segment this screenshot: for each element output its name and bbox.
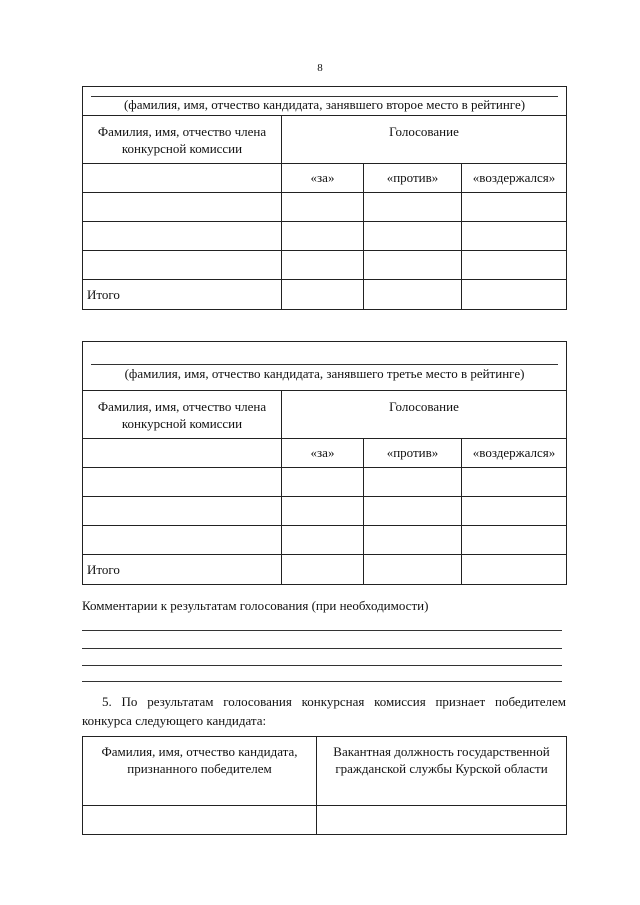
comment-line[interactable] xyxy=(82,630,562,631)
members-column-header: Фамилия, имя, отчество члена конкурсной комиссии xyxy=(83,116,282,164)
table-cell[interactable] xyxy=(364,280,462,310)
table-cell[interactable] xyxy=(83,497,282,526)
vacant-position-header: Вакантная должность государственной гражданской службы Курской области xyxy=(317,737,567,806)
table-cell[interactable] xyxy=(462,193,567,222)
table-cell[interactable] xyxy=(364,555,462,585)
table-row xyxy=(83,526,567,555)
winner-candidate-header: Фамилия, имя, отчество кандидата, признанного победителем xyxy=(83,737,317,806)
candidate-caption: (фамилия, имя, отчество кандидата, занявшего третье место в рейтинге) xyxy=(124,366,525,381)
table-cell[interactable] xyxy=(462,280,567,310)
table-cell[interactable] xyxy=(282,193,364,222)
vote-column-header: Голосование xyxy=(282,116,567,164)
table-cell[interactable] xyxy=(83,164,282,193)
members-column-header: Фамилия, имя, отчество члена конкурсной комиссии xyxy=(83,391,282,439)
table-cell[interactable] xyxy=(364,526,462,555)
for-column-header: «за» xyxy=(282,164,364,193)
table-cell[interactable] xyxy=(462,468,567,497)
candidate-name-cell[interactable] xyxy=(83,342,567,391)
comments-label: Комментарии к результатам голосования (при необходимости) xyxy=(82,598,429,613)
table-cell[interactable] xyxy=(462,222,567,251)
table-cell[interactable] xyxy=(364,251,462,280)
total-row xyxy=(83,555,567,585)
table-cell[interactable] xyxy=(462,526,567,555)
table-row xyxy=(83,251,567,280)
table-cell[interactable] xyxy=(282,280,364,310)
abstain-column-header: «воздержался» xyxy=(462,164,567,193)
table-cell[interactable] xyxy=(83,526,282,555)
page-number: 8 xyxy=(317,62,323,74)
table-cell[interactable] xyxy=(83,439,282,468)
table-cell[interactable] xyxy=(462,251,567,280)
table-cell[interactable] xyxy=(282,497,364,526)
table-cell[interactable] xyxy=(83,222,282,251)
candidate-caption: (фамилия, имя, отчество кандидата, занявшего второе место в рейтинге) xyxy=(123,97,526,112)
against-column-header: «против» xyxy=(364,164,462,193)
table-cell[interactable] xyxy=(282,251,364,280)
comment-line[interactable] xyxy=(82,648,562,649)
voting-table-second-place xyxy=(82,86,567,310)
comment-line[interactable] xyxy=(82,681,562,682)
table-cell[interactable] xyxy=(462,497,567,526)
table-row xyxy=(83,468,567,497)
table-row xyxy=(83,222,567,251)
vote-column-header: Голосование xyxy=(282,391,567,439)
table-cell[interactable] xyxy=(364,193,462,222)
for-column-header: «за» xyxy=(282,439,364,468)
paragraph-5: 5. По результатам голосования конкурсная комиссия признает победителем конкурса следующего кандидата: xyxy=(82,694,566,728)
total-label: Итого xyxy=(83,280,282,310)
table-cell[interactable] xyxy=(364,468,462,497)
table-cell[interactable] xyxy=(83,193,282,222)
candidate-name-cell[interactable] xyxy=(83,87,567,116)
table-cell[interactable] xyxy=(83,251,282,280)
table-row xyxy=(83,806,567,835)
table-cell[interactable] xyxy=(282,526,364,555)
table-cell[interactable] xyxy=(282,468,364,497)
table-row xyxy=(83,497,567,526)
table-cell[interactable] xyxy=(282,222,364,251)
voting-table-third-place xyxy=(82,341,567,585)
winner-table xyxy=(82,736,567,835)
total-row xyxy=(83,280,567,310)
total-label: Итого xyxy=(83,555,282,585)
table-cell[interactable] xyxy=(364,222,462,251)
abstain-column-header: «воздержался» xyxy=(462,439,567,468)
table-cell[interactable] xyxy=(83,468,282,497)
table-cell[interactable] xyxy=(462,555,567,585)
vacant-position-cell[interactable] xyxy=(317,806,567,835)
name-line xyxy=(91,364,558,365)
table-row xyxy=(83,193,567,222)
against-column-header: «против» xyxy=(364,439,462,468)
winner-name-cell[interactable] xyxy=(83,806,317,835)
table-cell[interactable] xyxy=(282,555,364,585)
table-cell[interactable] xyxy=(364,497,462,526)
comment-line[interactable] xyxy=(82,665,562,666)
